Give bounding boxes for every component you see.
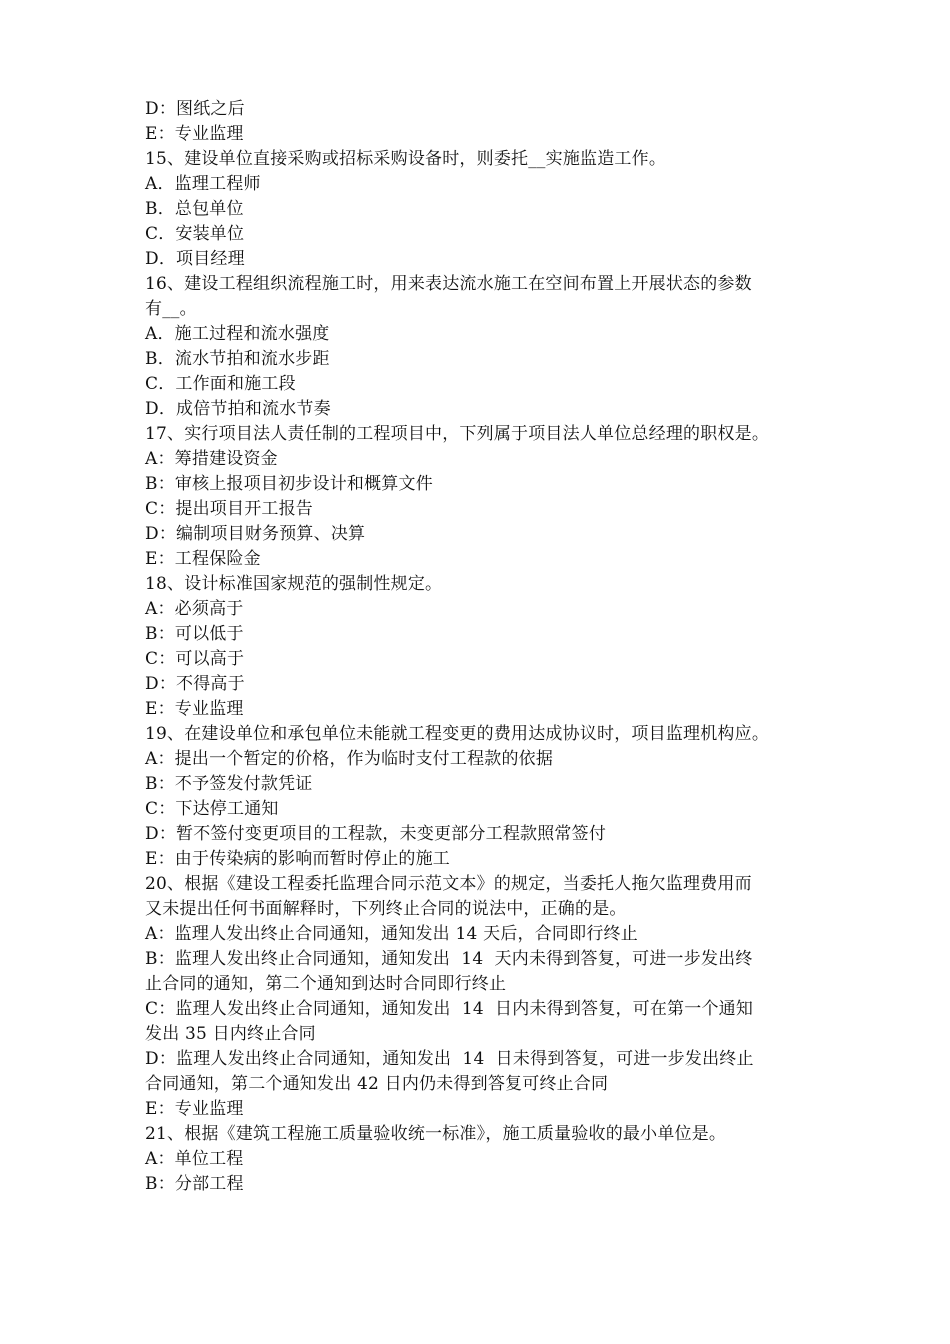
option-line: B：不予签发付款凭证 — [145, 774, 313, 794]
option-line: D：不得高于 — [145, 674, 245, 694]
question-17: 17、实行项目法人责任制的工程项目中，下列属于项目法人单位总经理的职权是。 — [145, 424, 770, 444]
option-line: E：工程保险金 — [145, 549, 261, 569]
question-16: 16、建设工程组织流程施工时，用来表达流水施工在空间布置上开展状态的参数 — [145, 274, 752, 294]
option-line: B：审核上报项目初步设计和概算文件 — [145, 474, 433, 494]
option-line: A：必须高于 — [145, 599, 244, 619]
option-line: C：提出项目开工报告 — [145, 499, 314, 519]
question-15: 15、建设单位直接采购或招标采购设备时，则委托__实施监造工作。 — [145, 149, 667, 169]
option-line: A．监理工程师 — [145, 174, 261, 194]
option-line: B．流水节拍和流水步距 — [145, 349, 330, 369]
option-line: E：由于传染病的影响而暂时停止的施工 — [145, 849, 451, 869]
option-line: A：筹措建设资金 — [145, 449, 278, 469]
option-line: C．安装单位 — [145, 224, 245, 244]
option-line: C．工作面和施工段 — [145, 374, 296, 394]
option-line: E：专业监理 — [145, 1099, 244, 1119]
option-line-cont: 止合同的通知，第二个通知到达时合同即行终止 — [145, 974, 507, 994]
option-line: A：监理人发出终止合同通知，通知发出 14 天后，合同即行终止 — [145, 924, 638, 944]
text-line: D：图纸之后 — [145, 99, 245, 119]
option-line: A：单位工程 — [145, 1149, 244, 1169]
option-line: C：可以高于 — [145, 649, 245, 669]
document-page — [145, 97, 810, 1197]
option-line: E：专业监理 — [145, 699, 244, 719]
question-20: 20、根据《建设工程委托监理合同示范文本》的规定，当委托人拖欠监理费用而 — [145, 874, 752, 894]
option-line: A．施工过程和流水强度 — [145, 324, 330, 344]
option-line: C：监理人发出终止合同通知，通知发出 14 日内未得到答复，可在第一个通知 — [145, 999, 754, 1019]
option-line-cont: 合同通知，第二个通知发出 42 日内仍未得到答复可终止合同 — [145, 1074, 609, 1094]
question-16-cont: 有__。 — [145, 299, 197, 319]
option-line: B．总包单位 — [145, 199, 244, 219]
option-line: D．成倍节拍和流水节奏 — [145, 399, 331, 419]
option-line: B：可以低于 — [145, 624, 244, 644]
text-line: E：专业监理 — [145, 124, 244, 144]
question-18: 18、设计标准国家规范的强制性规定。 — [145, 574, 443, 594]
option-line: A：提出一个暂定的价格，作为临时支付工程款的依据 — [145, 749, 554, 769]
question-20-cont: 又未提出任何书面解释时，下列终止合同的说法中，正确的是。 — [145, 899, 627, 919]
option-line: D．项目经理 — [145, 249, 245, 269]
option-line: D：监理人发出终止合同通知，通知发出 14 日未得到答复，可进一步发出终止 — [145, 1049, 754, 1069]
option-line: D：暂不签付变更项目的工程款，未变更部分工程款照常签付 — [145, 824, 607, 844]
option-line: B：监理人发出终止合同通知，通知发出 14 天内未得到答复，可进一步发出终 — [145, 949, 753, 969]
option-line: C：下达停工通知 — [145, 799, 279, 819]
question-19: 19、在建设单位和承包单位未能就工程变更的费用达成协议时，项目监理机构应。 — [145, 724, 770, 744]
option-line: D：编制项目财务预算、决算 — [145, 524, 366, 544]
question-21: 21、根据《建筑工程施工质量验收统一标准》，施工质量验收的最小单位是。 — [145, 1124, 727, 1144]
option-line: B：分部工程 — [145, 1174, 244, 1194]
option-line-cont: 发出 35 日内终止合同 — [145, 1024, 316, 1044]
